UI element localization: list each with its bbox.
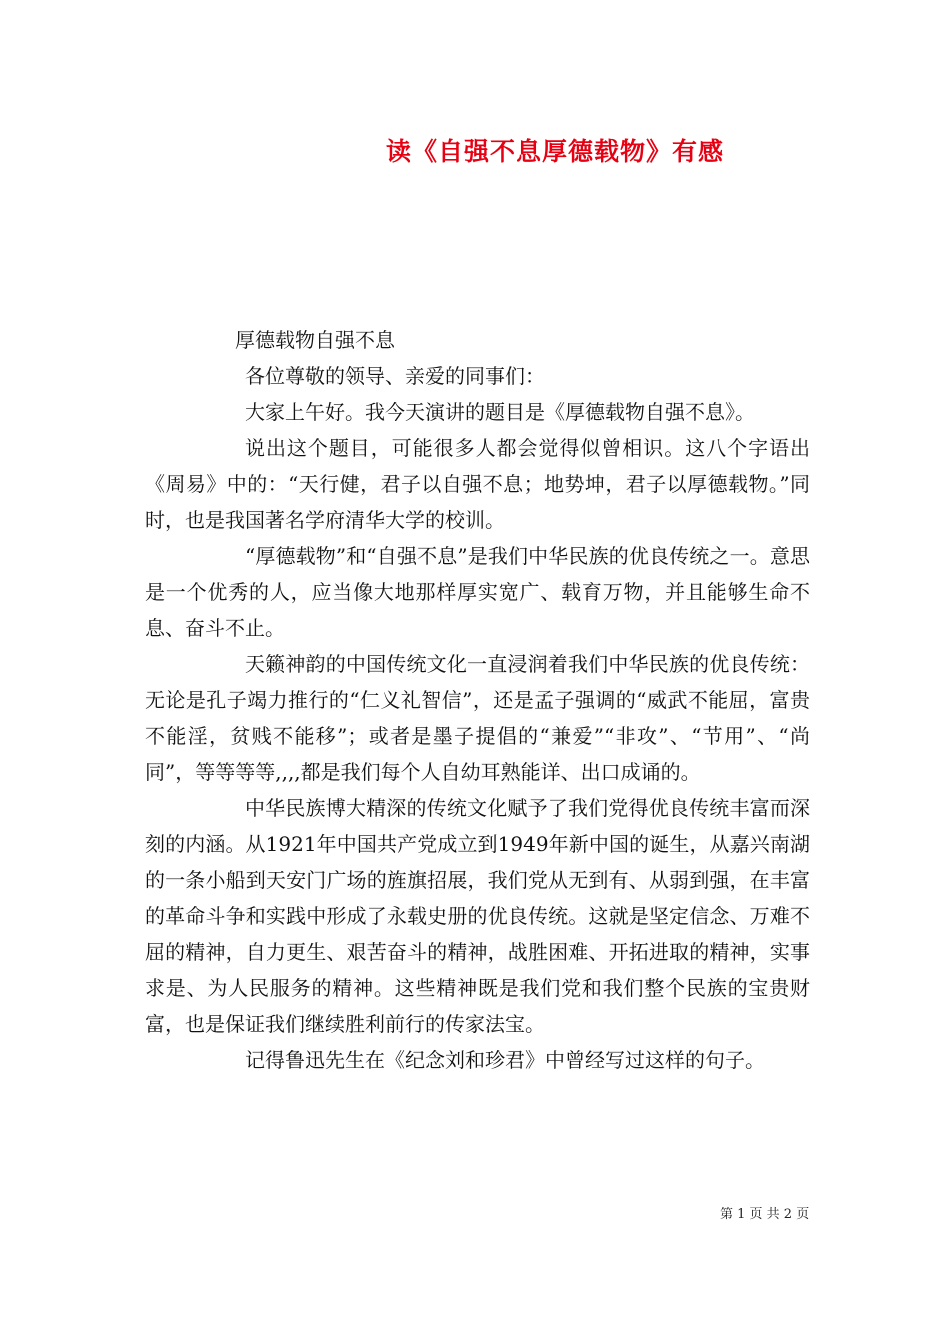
paragraph: 大家上午好。我今天演讲的题目是《厚德载物自强不息》。 xyxy=(245,400,755,424)
paragraph: “厚德载物”和“自强不息”是我们中华民族的优良传统之一。意思是一个优秀的人，应当像大地那样厚实宽广、载育万物，并且能够生命不息、奋斗不止。 xyxy=(145,544,810,640)
document-title: 读《自强不息厚德载物》有感 xyxy=(385,137,724,166)
paragraph: 记得鲁迅先生在《纪念刘和珍君》中曾经写过这样的句子。 xyxy=(245,1048,765,1072)
paragraph: 中华民族博大精深的传统文化赋予了我们党得优良传统丰富而深刻的内涵。从1921年中国共产党成立到1949年新中国的诞生，从嘉兴南湖的一条小船到天安门广场的旌旗招展，我们党从无到有、从弱到强，在丰富的革命斗争和实践中形成了永载史册的优良传统。这就是坚定信念、万难不屈的精神，自力更生、艰苦奋斗的精神，战胜困难、开拓进取的精神，实事求是、为人民服务的精神。这些精神既是我们党和我们整个民族的宝贵财富，也是保证我们继续胜利前行的传家法宝。 xyxy=(145,796,810,1036)
paragraph: 说出这个题目，可能很多人都会觉得似曾相识。这八个字语出《周易》中的：“天行健，君子以自强不息；地势坤，君子以厚德载物。”同时，也是我国著名学府清华大学的校训。 xyxy=(145,436,810,532)
salutation: 各位尊敬的领导、亲爱的同事们： xyxy=(245,364,545,388)
document-body xyxy=(145,322,810,1078)
speech-heading: 厚德载物自强不息 xyxy=(235,328,395,352)
paragraph: 天籁神韵的中国传统文化一直浸润着我们中华民族的优良传统：无论是孔子竭力推行的“仁义礼智信”，还是孟子强调的“威武不能屈，富贵不能淫，贫贱不能移”；或者是墨子提倡的“兼爱”“非攻”、“节用”、“尚同”，等等等等,,,,都是我们每个人自幼耳熟能详、出口成诵的。 xyxy=(145,652,810,784)
page-number: 第 1 页 共 2 页 xyxy=(720,1207,810,1222)
